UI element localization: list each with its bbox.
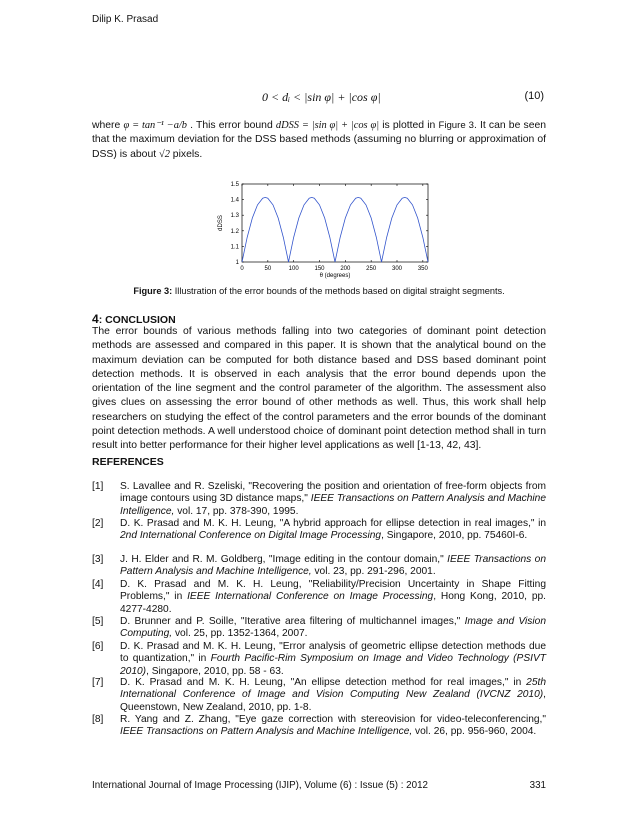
conclusion-text: The error bounds of various methods falling into two categories of dominant point detection methods are assessed and compared in this paper. It is shown that the analytical bound on the maximum deviation can be computed for both distance based and DSS based dominant point detection methods. It is observed in each analysis that the error bound depends upon the orientation of the line segment and the control parameter of the algorithm. The assessment also gives clues on assessing the error bound of other methods as well. Thus, this work shall help researchers on studying the effect of the control parameters and the error bounds of the dominant point detection methods. A well understood choice of dominant point detection method shall in turn result into better performance for their higher level applications as well [1-13, 42, 43]. — [92, 326, 546, 452]
reference-venue: 25th International Conference of Image and Vision Computing New Zealand (IVCNZ 2010) — [120, 677, 546, 701]
reference-venue: IEEE Transactions on Pattern Analysis and Machine Intelligence, — [120, 554, 547, 578]
error-bound-paragraph — [92, 119, 546, 162]
reference-item — [92, 714, 546, 739]
y-tick-label: 1.5 — [230, 182, 239, 188]
section-title: : CONCLUSION — [98, 314, 176, 326]
reference-item — [92, 554, 546, 579]
reference-text: S. Lavallee and R. Szeliski, "Recovering the position and orientation of free-form objects from image contours using 3D distance maps," IEEE Transactions on Pattern Analysis and Machine Intelligence, vol. 17, pp. 378-390, 1995. — [120, 481, 547, 517]
running-header-author: Dilip K. Prasad — [92, 14, 159, 25]
y-tick-label: 1.1 — [230, 244, 239, 251]
reference-number: [1] — [92, 481, 104, 492]
page-number: 331 — [529, 780, 546, 791]
para-rest: . It can be seen that the maximum deviation for the DSS based methods (assuming no blurring or approximation of DSS) is about — [92, 120, 547, 160]
reference-item — [92, 481, 546, 518]
reference-item — [92, 518, 546, 543]
reference-item — [92, 677, 546, 714]
para-end: pixels. — [172, 148, 203, 160]
dss-bound-expression: dDSS = |sin φ| + |cos φ| — [275, 120, 380, 131]
reference-venue: 2nd International Conference on Digital Image Processing — [120, 530, 382, 542]
para-plotted: is plotted in — [382, 120, 436, 131]
y-axis-label: dDSS — [218, 215, 224, 231]
x-axis-label: θ (degrees) — [319, 273, 351, 279]
x-tick-label: 200 — [340, 266, 351, 272]
figure-caption-text: Illustration of the error bounds of the methods based on digital straight segments. — [174, 286, 505, 296]
reference-item — [92, 641, 546, 678]
reference-number: [3] — [92, 554, 104, 565]
x-tick-label: 50 — [264, 266, 272, 272]
y-tick-label: 1.3 — [230, 213, 239, 220]
reference-number: [7] — [92, 677, 104, 688]
reference-number: [4] — [92, 579, 104, 590]
reference-venue: IEEE International Conference on Image Processing — [187, 591, 434, 603]
equation-10: 0 < dᵢ < |sin φ| + |cos φ| — [262, 90, 381, 104]
figure-3-caption — [92, 286, 546, 296]
reference-text: J. H. Elder and R. M. Goldberg, "Image editing in the contour domain," IEEE Transactions on Pattern Analysis and Machine Intelligence, vol. 23, pp. 291-296, 2001. — [120, 554, 547, 578]
reference-text: R. Yang and Z. Zhang, "Eye gaze correction with stereovision for video-teleconferencing," IEEE Transactions on Pattern Analysis and Machine Intelligence, vol. 26, pp. 956-960, 2004. — [120, 714, 546, 738]
y-tick-label: 1.4 — [230, 197, 239, 204]
reference-text: D. K. Prasad and M. K. H. Leung, "Error analysis of geometric ellipse detection methods due to quantization," in Fourth Pacific-Rim Symposium on Image and Video Technology (PSIVT 2010), Singapore, 2010, pp. 58 - 63. — [120, 641, 546, 677]
y-tick-label: 1 — [235, 260, 239, 266]
reference-venue: IEEE Transactions on Pattern Analysis and Machine Intelligence, — [120, 493, 547, 517]
figure-3-reference: Figure 3 — [438, 120, 474, 131]
reference-text: D. Brunner and P. Soille, "Iterative area filtering of multichannel images," Image and Vision Computing, vol. 25, pp. 1352-1364, 2007. — [120, 616, 547, 640]
equation-number: (10) — [524, 90, 544, 102]
para-mid: . This error bound — [190, 120, 273, 131]
reference-text: D. K. Prasad and M. K. H. Leung, "A hybrid approach for ellipse detection in real images," in 2nd International Conference on Digital Image Processing, Singapore, 2010, pp. 75460I-6. — [120, 518, 546, 542]
error-bound-chart — [208, 178, 448, 284]
reference-item — [92, 579, 546, 616]
plot-frame — [242, 184, 428, 262]
references-heading: REFERENCES — [92, 456, 164, 468]
figure-caption-label: Figure 3: — [133, 286, 173, 296]
x-tick-label: 0 — [240, 266, 244, 272]
x-tick-label: 300 — [391, 266, 403, 272]
reference-number: [6] — [92, 641, 104, 652]
x-tick-label: 150 — [314, 266, 325, 272]
reference-item — [92, 616, 546, 641]
phi-definition: φ = tan⁻¹ −a/b — [123, 120, 187, 131]
conclusion-heading — [92, 312, 176, 326]
para-where: where — [92, 120, 121, 131]
reference-number: [5] — [92, 616, 104, 627]
section-number: 4 — [92, 312, 99, 326]
x-tick-label: 250 — [366, 266, 377, 272]
plot-area — [218, 182, 428, 279]
reference-text: D. K. Prasad and M. K. H. Leung, "An ellipse detection method for real images," in 25th International Conference of Image and Vision Computing New Zealand (IVCNZ 2010), Queenstown, New Zealand, 2010, pp. 1-8. — [120, 677, 546, 713]
reference-venue: Image and Vision Computing, — [120, 616, 547, 640]
page-footer — [92, 780, 546, 791]
y-tick-label: 1.2 — [230, 228, 239, 235]
reference-text: D. K. Prasad and M. K. H. Leung, "Reliability/Precision Uncertainty in Shape Fitting Problems," in IEEE International Conference on Image Processing, Hong Kong, 2010, pp. 4277-4280. — [120, 579, 546, 615]
reference-venue: IEEE Transactions on Pattern Analysis and Machine Intelligence, — [120, 726, 413, 738]
reference-number: [2] — [92, 518, 104, 529]
footer-journal: International Journal of Image Processing (IJIP), Volume (6) : Issue (5) : 2012 — [92, 780, 428, 791]
reference-venue: Fourth Pacific-Rim Symposium on Image and Video Technology (PSIVT 2010) — [120, 653, 546, 677]
sqrt-two: √2 — [159, 148, 170, 160]
x-tick-label: 100 — [288, 266, 299, 272]
reference-number: [8] — [92, 714, 104, 725]
x-tick-label: 350 — [417, 266, 428, 272]
